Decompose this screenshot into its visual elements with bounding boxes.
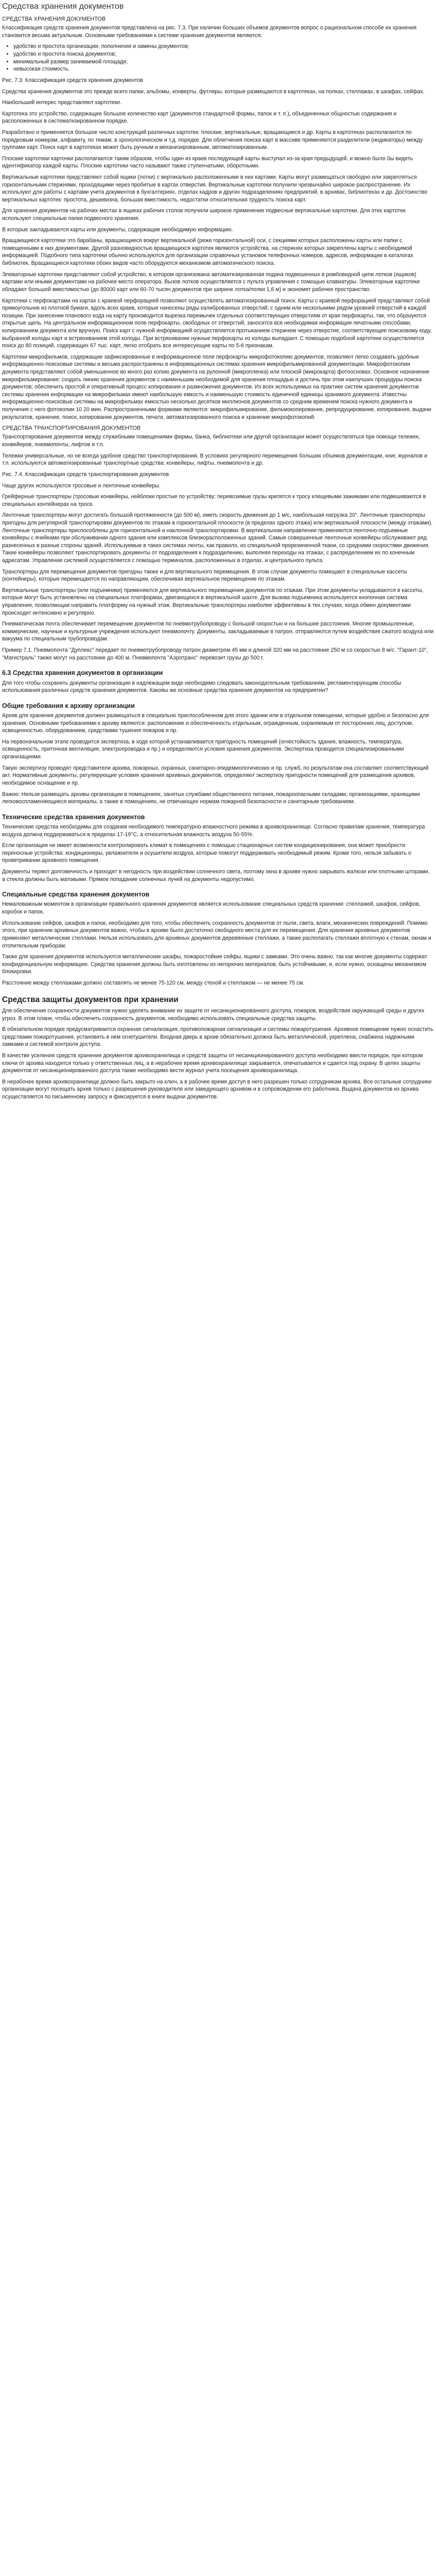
paragraph: Если организация не имеет возможности контролировать климат в помещениях с помощью стационарных систем кондиционирования, она может приобрести переносные устройства: кондиционеры, увлажнители и осушители воздуха, которые помогут поддерживать необходимый режим. Кроме того, нельзя забывать о проветривании архивного помещения.: [2, 842, 411, 864]
paragraph: Вертикальные транспортеры (или подъемники) применяются для вертикального перемещения документов по этажам. При этом документы укладываются в кассеты, которые могут быть установлены на специальных платформах, двигающихся в вертикальной шахте. Для вызова подъемника используется кнопочная система управления, позволяющая направить платформу на нужный этаж. Вертикальные транспортеры наиболее эффективны в тех случаях, когда обмен документами происходит интенсивно и регулярно.: [2, 587, 424, 616]
paragraph: Также для хранения документов используются металлические шкафы, пожаростойкие сейфы, ящики с замками. Это очень важно, так как многие документы содержат конфиденциальную информацию. Средства хранения должны быть изготовлены из негорючих материалов, быть устойчивыми, и, если нужно, оснащены механизмом блокировки.: [2, 954, 427, 975]
paragraph: Пример 7.1. Пневмопочта "Дуплекс" передает по пневмотрубопроводу патрон диаметром 45 мм и длиной 320 мм на расстояние 250 м со скоростью 8 м/с. "Гарант-10", "Магистраль" также могут на расстояние до 400 м. Пневмопочта "Аэротранс" перевозит грузы до 500 г.: [2, 647, 428, 661]
paragraph: Документы теряют долговечность и приходят в негодность при воздействии солнечного света, поэтому окна в архиве нужно закрывать жалюзи или плотными шторами, а стекла должны быть матовыми. Прямое попадание солнечных лучей на документы недопустимо.: [2, 869, 430, 883]
section: [2, 994, 434, 1101]
section: [2, 813, 434, 884]
paragraph: Плоские картотеки карточки располагаются таким образом, чтобы один из краев последующей карты выступал из-за края предыдущей, и можно было бы видеть идентификатор каждой карты. Плоские картотеки часто называют также ступенчатыми, оборотными.: [2, 155, 413, 170]
paragraph: Вертикальные картотеки представляют собой ящики (лотки) с вертикально расположенными в них картами. Карты могут размещаться свободно или закрепляться горизонтальными стержнями, проходящими через пробитые в картах отверстия. Вертикальные картотеки получили чрезвычайно широкое распространение. Их используют для работы с картами учета документов в бухгалтериях, отделах кадров и других подразделениях предприятий, в архивах, библиотеках и др. Достоинство вертикальных картотек: простота, дешевизна, большая вместимость, недостатки относительная трудность поиска карт.: [2, 174, 428, 203]
page-title: Средства хранения документов: [2, 2, 124, 11]
paragraph: Картотеки микрофильмов, содержащие зафиксированные в информационное поле перфокарты микрофотокопию документов, позволяют легко создавать удобные информационно-поисковые системы и весьма распространены в информационных системах хранения микрофильмированной документации. Микрофотокопии документа представляют собой уменьшенное во много раз копию документа на рулонной (микропленка) или плоской (микрокарта) фотоосновах. Основное назначение микрофильмирования: создать линию хранения документов с наименьшим необходимой для хранения площадью и достичь при этом наилучших процедуры поиска документов; обеспечить простой и оперативный процесс копирования и размножения документов. Из всех используемых на практике систем хранения документов системы хранения информации на микрофильмах имеют наибольшую емкость и наименьшую стоимость единичной единицы хранимого документа. Известны информационно-поисковые системы на микрофильмах емкостью несколько десятков миллионов документов со средним временем поиска нужного документа и получения с него фотокопии 10 20 мин. Распространенными формами являются: микрофильмирование, фильмокопирование, репродуцирование, копирования, выдачи результатов, хранение, поиск, копирование документов, печати, автоматизированного поиска и хранение микрофотокопий.: [2, 353, 431, 420]
paragraph: Разработано и применяется большое число конструкций различных картотек: плоские, вертикальные, вращающиеся и др. Карты в картотеках располагаются по порядковым номерам, алфавиту, по темам, в хронологическом и т.д. порядке. Для облегчения поиска карт в массиве применяются разделители (индикаторы) между группами карт. Поиск карт в картотеках может быть ручным и механизированным, автоматизированным.: [2, 129, 423, 151]
section: [2, 890, 434, 987]
bullet-list: [2, 43, 434, 73]
paragraph: Пневматическая почта обеспечивает перемещение документов по пневмотрубопроводу с большой скоростью и на большие расстояния. Многие промышленные, коммерческие, научные и культурные учреждения используют пневмопочту. Документы, закладываемые в патрон, отправляются путем воздействия сжатого воздуха или вакуума по специальным трубопроводам.: [2, 621, 434, 642]
section-heading: Общие требования к архиву организации: [2, 702, 135, 709]
section-heading: Специальные средства хранения документов: [2, 891, 150, 899]
section-heading: Средства защиты документов при хранении: [2, 995, 179, 1004]
paragraph: Архив для хранения документов должен размещаться в специально приспособленном для этого здании или в отдельном помещении, которые удобно и безопасно для хранения. Основными требованиями к архиву являются: расположение и обеспеченность отдельным, огражденным, охраняемым от посторонних лиц, доступом, освещенностью, оборудованием, средствами тушения пожаров и пр.: [2, 713, 429, 734]
paragraph: Рис. 7.4. Классификация средств транспортирования документов: [2, 471, 169, 478]
paragraph: Для обеспечения сохранности документов нужно уделять внимание их защите от несанкционированного доступа, пожаров, воздействия окружающей среды и других угроз. В этом плане, чтобы обеспечить сохранность документов, необходимо использовать специальные средства защиты.: [2, 1007, 425, 1022]
paragraph: Для того чтобы сохранить документы организации в надлежащем виде необходимо следовать законодательным требованиям, регламентирующим способы использования различных средств хранения документов. Каковы же основные средства хранения документов на предприятии?: [2, 680, 402, 694]
paragraph: Транспортеры для перемещения документов пригодны также и для вертикального перемещения. В этом случае документы помещают в специальные кассеты (контейнеры), которые перемещаются по направляющим, обеспечивая вертикальное перемещение по этажам.: [2, 568, 407, 583]
paragraph: На первоначальном этапе проводится экспертиза, в ходе которой устанавливается пригодность помещений (огнестойкость здания, влажность, температура, освещенность, приточная вентиляция, электропроводка и пр.) и определяются условия хранения документов. Экспертиза проводится специализированными организациями.: [2, 738, 404, 760]
paragraph: Чаще других используются тросовые и ленточные конвейеры.: [2, 482, 161, 489]
paragraph: Немаловажным моментом в организации правильного хранения документов является использование специальных средств хранения: стеллажей, шкафов, сейфов, коробок и папок.: [2, 901, 421, 916]
paragraph: Использование сейфов, шкафов и папок, необходимо для того, чтобы обеспечить сохранность документов от пыли, света, влаги, механических повреждений. Помимо этого, при хранении архивных документов важно, чтобы в архиве было достаточно свободного места для их перемещения. Для хранения архивных документов применяют металлические стеллажи. Нельзя использовать для архивных документов деревянные стеллажи, а также располагать стеллажи вплотную к стенам, окнам и отопительным приборам.: [2, 920, 431, 949]
paragraph: Картотека это устройство, содержащее большое количество карт (документов стандартной формы, папок и т. п.), объединенных общностью содержания и расположенных в систематизированном порядке.: [2, 110, 397, 125]
paragraph: Тележки универсальные, но не всегда удобное средство транспортирования. В условиях регулярного перемещения больших объемов документации, книг, журналов и т.п. используются автоматизированные транспортные средства: конвейеры, лифты, пневмопочта и др.: [2, 452, 427, 467]
paragraph: Элеваторные картотеки представляют собой устройство, в котором организована автоматизированная подача подвешенных в ромбовидной цепи лотков (ящиков) картами или иными документами на рабочее место оператора. Вызов лотков осуществляется с пульта управления с помощью клавиатуры. Элеваторные картотеки обладают большой вместимостью (до 80000 карт или 60-70 тысяч документов при ширине лотка/полки 1,6 м) и экономят рабочее пространство.: [2, 271, 420, 293]
paragraph: Такую экспертизу проводят представители архива, пожарных, охранных, санитарно-эпидемиологических и пр. служб, по результатам она составляет соответствующий акт. Нормативные документы, регулирующие условия хранения архивных документов, определяют экспертизу пригодности помещений для размещения архивов, необходимое оснащение и пр.: [2, 765, 429, 786]
section-heading: СРЕДСТВА ХРАНЕНИЯ ДОКУМЕНТОВ: [2, 16, 106, 23]
section-heading: Технические средства хранения документов: [2, 813, 145, 821]
document-body: [2, 15, 434, 1101]
paragraph: Технические средства необходимы для создания необходимого температурно-влажностного режима в архивохранилище. Согласно правилам хранения, температура воздуха должна поддерживаться в пределах 17-19°С, а относительная влажность воздуха 50-55%.: [2, 823, 425, 838]
paragraph: Классификация средств хранения документов представлена на рис. 7.3. При наличии больших объемов документов вопрос о рациональном способе их хранения становится весьма актуальным. Основными требованиями к системе хранения документов являются:: [2, 25, 417, 39]
section: [2, 425, 434, 662]
section-heading: СРЕДСТВА ТРАНСПОРТИРОВАНИЯ ДОКУМЕНТОВ: [2, 425, 141, 432]
paragraph: В обязательном порядке предусматривается охранная сигнализация, противопожарная сигнализация и системы пожаротушения. Архивное помещение нужно оснастить средствами пожаротушения, установить в нем огнетушители. Входная дверь в архив обязательно должна быть металлической, укреплена, снабжена надежными замками и системой контроля доступа.: [2, 1026, 433, 1048]
section: [2, 702, 434, 806]
paragraph: Рис. 7.3. Классификация средств хранения документов: [2, 77, 143, 83]
paragraph: Транспортирование документов между служебными помещениями фирмы, банка, библиотеки или другой организации может осуществляться при помощи тележек, конвейеров, пневмопочты, лифтов и т.п.: [2, 434, 420, 448]
paragraph: Грейферные транспортеры (тросовые конвейеры, нейблоки простые по устройству; перевозимые грузы крепятся к тросу клещевыми зажимами или подвешиваются в специальных контейнерах на тросе.: [2, 494, 426, 507]
list-item: • невысокая стоимость.: [13, 65, 434, 73]
paragraph: Расстояние между стеллажами должно составлять не менее 75-120 см, между стеной и стеллажом — не менее 75 см.: [2, 979, 305, 986]
list-item: • минимальный размер занимаемой площади;: [13, 58, 434, 66]
document: [0, 0, 436, 1115]
paragraph: В которые закладываются карты или документы, содержащие необходимую информацию.: [2, 226, 233, 233]
paragraph: В нерабочее время архивохранилище должно быть закрыто на ключ, а в рабочее время доступ в него разрешен только сотрудникам архива. Все остальные сотрудники организации могут посещать архив только с разрешения руководителя или заведующего архивом и в сопровождении его работника. Выдача документов из архива осуществляется по письменному запросу и фиксируется в книге выдачи документов.: [2, 1078, 432, 1100]
paragraph: Вращающиеся картотеки это барабаны, вращающиеся вокруг вертикальной (реже горизонтальной) оси, с секциями которых расположены карты или папки с помещенными в них документами. Другой разновидностью вращающихся картотек являются устройства, на стержнях которых закреплены карты с необходимой информацией. Подобного типа картотеки обычно используются для организации справочных установок телефонных номеров, адресов, информации в каталогах библиотек. Вращающиеся картотеки обоих видов часто оборудуются механизмом автоматического поиска.: [2, 238, 413, 267]
paragraph: Ленточные транспортеры могут достигать большой протяженности (до 500 м), иметь скорость движения до 1 м/с, наибольшая нагрузка 20". Ленточные транспортеры пригодны для регулярной транспортировки документов по этажам в горизонтальной плоскости (в пределах одного этажа) или вертикальной плоскости (между этажами). Ленточные транспортеры приспособлены для горизонтальной и наклонной транспортировки. В вертикальном направлении применяются ленточно-подъемные конвейеры с ячейками при обслуживании одного здания или комплексов близкорасположенных зданий. Самые совершенные ленточные конвейеры обслуживают ряд разнесенных в разные стороны зданий. Используемые в таких системах ленты, как правило, из специальной прорезиненной ткани, со средними скоростями движения. Такие конвейеры позволяют транспортировать документы от подразделения к подразделению, выполняя переходы на этажах, с распределением их по конечным адресатам. Управление системой осуществляется с помощью терминалов, расположенных в отделах, и центрального пульта.: [2, 512, 433, 564]
paragraph: Картотеки с перфокартами на картах с краевой перфорацией позволяют осуществлять автоматизированный поиск. Карты с краевой перфорацией представляют собой прямоугольник из плотной бумаги, вдоль всех краев, которые нанесены ряды калиброванных отверстий; с одним или несколькими рядом уровней отверстий в каждой позиции. При занесении планового кода на карту производится вырезка перемычек отдельных соответствующих отверстиям от края перфокарты, так, что образуются открытые щель. На центральном информационном поле перфокарты, свободных от отверстий, заносится вся необходимая информация печатными способами, копированием документа или вручную. Поиск карт с нужной информацией осуществляется протыканием стержнем через отверстие, соответствующее поисковому коду, выбранной колоды карт и встряхиванием этой колоды. При встряхивании нужные перфокарты из колоды выпадают. С помощью подобной картотеки осуществляется поиск до 80 позиций, содержащих 67 тыс. карт, легко отобрать все интересующие карты по 5-6 признакам.: [2, 297, 432, 349]
paragraph: Средства хранения документов это прежде всего папки, альбомы, конверты, футляры, которые размещаются в картотеках, на полках, стеллажах, в шкафах, сейфах.: [2, 88, 425, 95]
section-heading: 6.3 Средства хранения документов в организации: [2, 669, 163, 677]
paragraph: Для хранения документов на рабочих местах в ящиках рабочих столов получили широкое применение подвесные вертикальные картотеки. Для этих картотек используют специальные папки подвесного хранения.: [2, 208, 406, 222]
paragraph: В качестве усиления средств хранения документов архивохранилища и средств защиты от несанкционированного доступа необходимо ввести порядок, при котором ключи от архива находятся только у ответственных лиц, а в нерабочее время архивохранилище закрывается, опечатывается и сдается под охрану. В целях защиты документов от несанкционированного доступа также необходимо вести журнал учета посещения архивохранилища.: [2, 1053, 423, 1074]
list-item: • удобство и простота поиска документов;: [13, 50, 434, 58]
section: [2, 669, 434, 694]
section: [2, 15, 434, 421]
paragraph: Важно: Нельзя размещать архивы организации в помещениях, занятых службами общественного питания, пожароопасными складами, организациями, хранящими легковоспламеняющиеся материалы, а также в помещениях, не отвечающих нормам пожарной безопасности и санитарным требованиям.: [2, 791, 420, 805]
list-item: • удобство и простота организации, пополнения и замены документов;: [13, 43, 434, 50]
paragraph: Наибольший интерес представляют картотеки.: [2, 99, 121, 106]
